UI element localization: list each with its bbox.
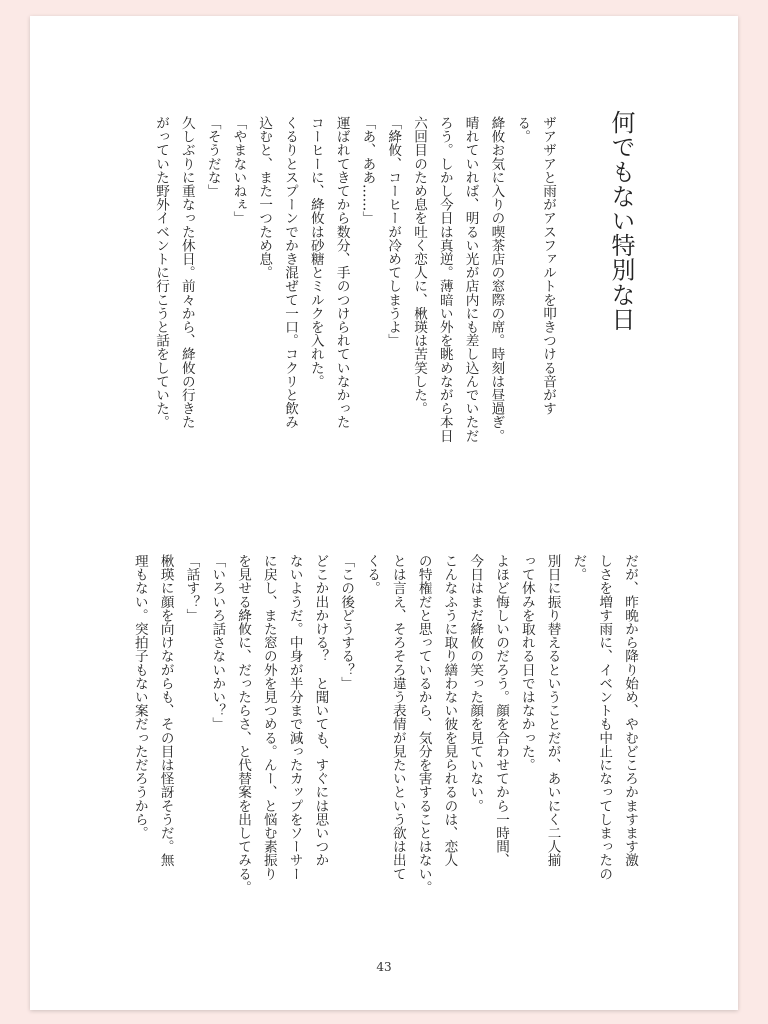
text-line: に戻し、また窓の外を見つめる。んー、と悩む素振り — [260, 554, 277, 881]
text-line: 楸瑛に顔を向けながらも、その目は怪訝そうだ。無 — [157, 554, 174, 867]
text-line: どこか出かける？ と聞いても、すぐには思いつか — [312, 554, 329, 867]
text-line: 久しぶりに重なった休日。前々から、絳攸の行きた — [178, 116, 195, 429]
book-page — [30, 16, 738, 1010]
text-line: 「そうだな」 — [204, 116, 221, 198]
text-line: 晴れていれば、明るい光が店内にも差し込んでいただ — [462, 116, 479, 443]
page-number: 43 — [376, 960, 392, 974]
text-line: 絳攸お気に入りの喫茶店の窓際の席。時刻は昼過ぎ。 — [488, 116, 505, 443]
text-line: ろう。しかし今日は真逆。薄暗い外を眺めながら本日 — [436, 116, 453, 443]
text-line: 「あ、ああ……」 — [359, 116, 376, 225]
text-line: ザアザアと雨がアスファルトを叩きつける音がす — [540, 116, 556, 416]
text-line: 六回目のため息を吐く恋人に、楸瑛は苦笑した。 — [411, 116, 428, 416]
text-line: コーヒーに、絳攸は砂糖とミルクを入れた。 — [307, 116, 324, 388]
text-line: だが、昨晩から降り始め、やむどころかますます激 — [622, 554, 638, 867]
upper-text-column — [134, 116, 560, 512]
text-line: とは言え、そろそろ違う表情が見たいという欲は出て — [389, 554, 406, 881]
text-line: 「絳攸、コーヒーが冷めてしまうよ」 — [385, 116, 402, 348]
text-line: 運ばれてきてから数分、手のつけられていなかった — [333, 116, 350, 429]
text-line: しさを増す雨に、イベントも中止になってしまったの — [596, 554, 613, 881]
text-line: くる。 — [364, 554, 381, 595]
text-line: よほど悔しいのだろう。顔を合わせてから一時間、 — [493, 554, 510, 867]
text-line: ないようだ。中身が半分まで減ったカップをソーサー — [286, 554, 303, 881]
text-line: 「やまないねぇ」 — [230, 116, 247, 225]
text-line: の特権だと思っているから、気分を害することはない。 — [415, 554, 432, 894]
text-line: くるりとスプーンでかき混ぜて一口。コクリと飲み — [282, 116, 299, 429]
text-line: こんなふうに取り繕わない彼を見られるのは、恋人 — [441, 554, 458, 867]
text-line: がっていた野外イベントに行こうと話をしていた。 — [153, 116, 170, 429]
text-line: 今日はまだ絳攸の笑った顔を見ていない。 — [467, 554, 484, 813]
text-line: 「この後どうする？」 — [338, 554, 355, 690]
text-line: 「話す？」 — [183, 554, 200, 622]
text-line: だ。 — [570, 554, 587, 582]
text-line: る。 — [514, 116, 531, 144]
text-line: って休みを取れる日ではなかった。 — [518, 554, 535, 772]
chapter-title: 何でもない特別な日 — [607, 110, 635, 332]
text-line: 理もない。突拍子もない案だっただろうから。 — [131, 554, 148, 840]
text-line: を見せる絳攸に、だったらさ、と代替案を出してみる。 — [235, 554, 252, 894]
text-line: 込むと、また一つため息。 — [256, 116, 273, 280]
text-line: 別日に振り替えるということだが、あいにく二人揃 — [544, 554, 561, 867]
lower-text-column — [131, 554, 642, 950]
text-line: 「いろいろ話さないかい？」 — [209, 554, 226, 731]
